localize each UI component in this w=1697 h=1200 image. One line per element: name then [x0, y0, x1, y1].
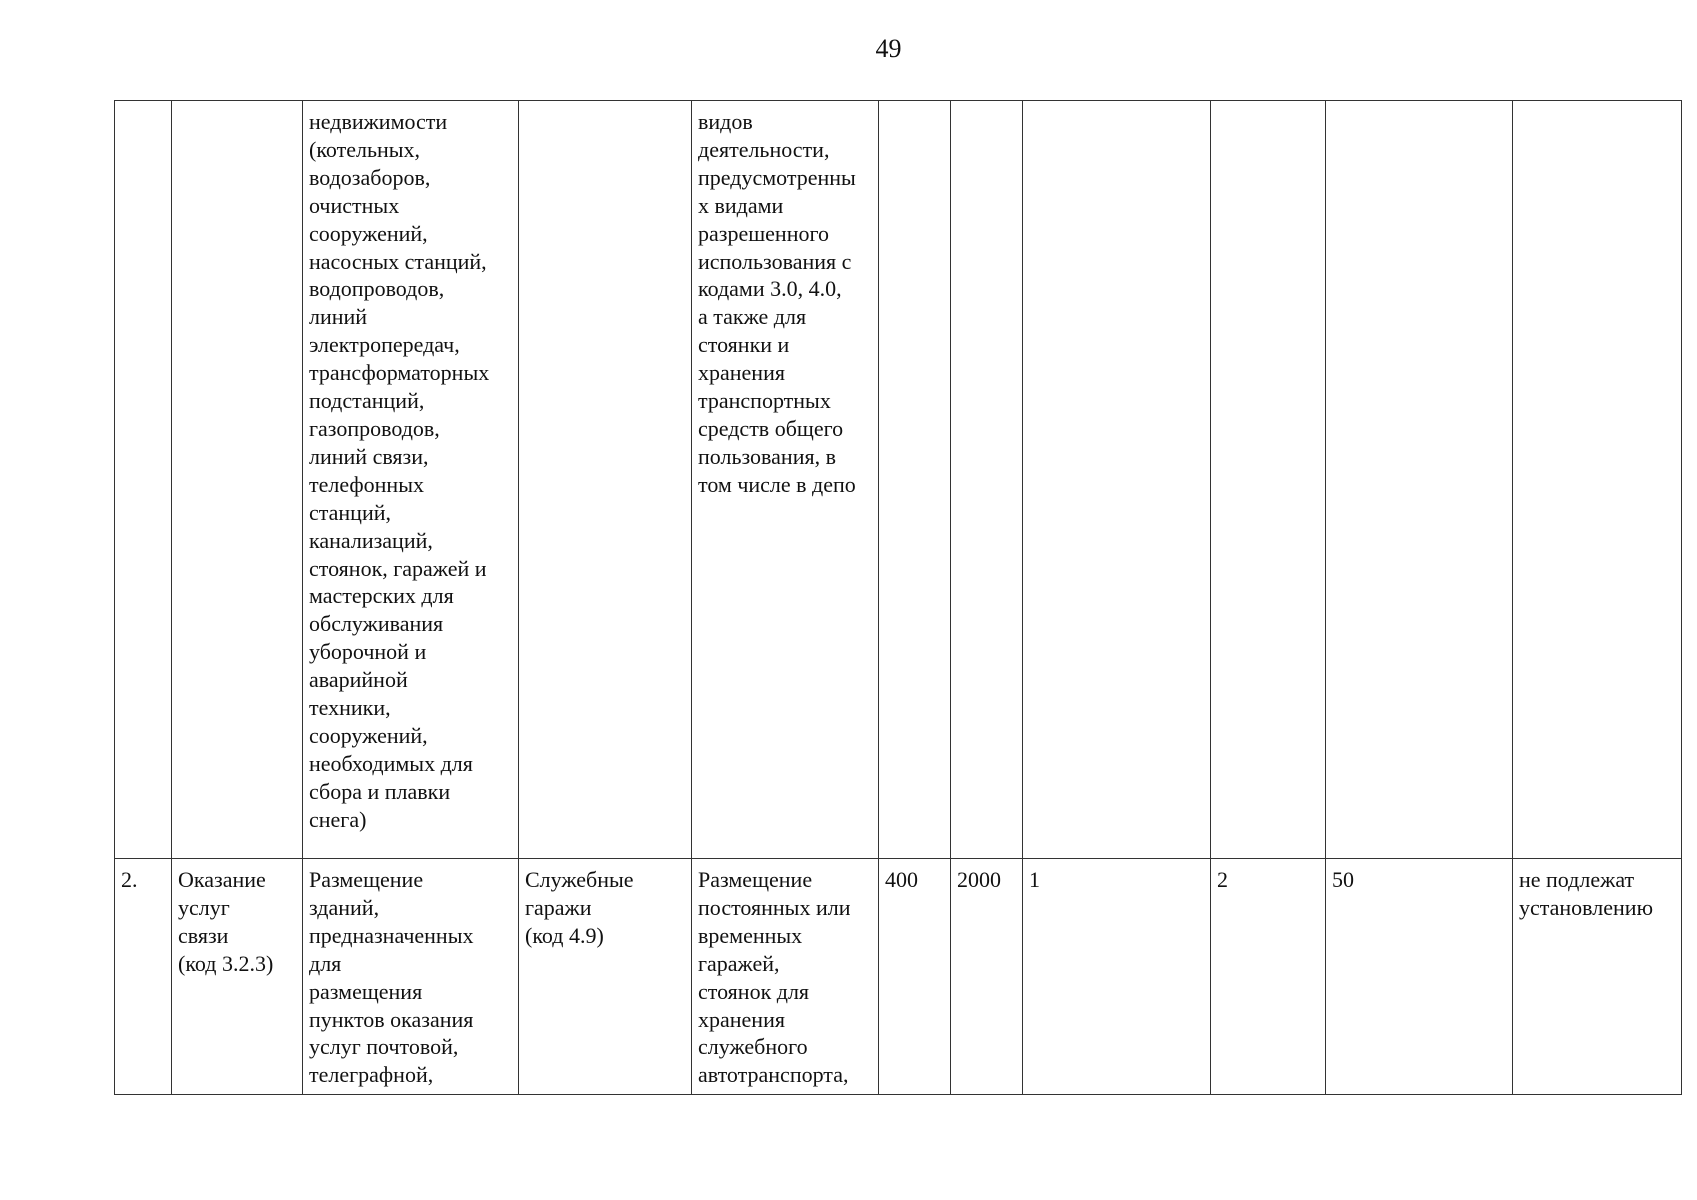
cell-number	[115, 101, 172, 859]
cell-main-use	[172, 101, 303, 859]
cell-max-area: 2000	[951, 859, 1023, 1095]
cell-setback: 1	[1023, 859, 1211, 1095]
table-row	[115, 859, 1682, 1095]
cell-floors: 2	[1211, 859, 1326, 1095]
cell-main-use: Оказание услуг связи (код 3.2.3)	[172, 859, 303, 1095]
cell-min-area	[879, 101, 951, 859]
cell-auxiliary-use-description: видов деятельности, предусмотренны х видами разрешенного использования с кодами 3.0, 4.0, а также для стоянки и хранения транспортных средств общего пользования, в том числе в депо	[692, 101, 879, 859]
cell-number: 2.	[115, 859, 172, 1095]
cell-floors	[1211, 101, 1326, 859]
cell-main-use-description: Размещение зданий, предназначенных для размещения пунктов оказания услуг почтовой, телеграфной,	[303, 859, 519, 1095]
cell-other-parameters: не подлежат установлению	[1513, 859, 1682, 1095]
cell-setback	[1023, 101, 1211, 859]
cell-other-parameters	[1513, 101, 1682, 859]
table-row	[115, 101, 1682, 859]
cell-max-area	[951, 101, 1023, 859]
cell-auxiliary-use: Служебные гаражи (код 4.9)	[519, 859, 692, 1095]
regulations-table	[114, 100, 1682, 1095]
page-number: 49	[875, 34, 902, 63]
cell-min-area: 400	[879, 859, 951, 1095]
cell-auxiliary-use-description: Размещение постоянных или временных гаражей, стоянок для хранения служебного автотранспорта,	[692, 859, 879, 1095]
cell-main-use-description: недвижимости (котельных, водозаборов, очистных сооружений, насосных станций, водопроводов, линий электропередач, трансформаторных подстанций, газопроводов, линий связи, телефонных станций, канализаций, стоянок, гаражей и мастерских для обслуживания уборочной и аварийной техники, сооружений, необходимых для сбора и плавки снега)	[303, 101, 519, 859]
cell-coverage-percent: 50	[1326, 859, 1513, 1095]
cell-auxiliary-use	[519, 101, 692, 859]
cell-coverage-percent	[1326, 101, 1513, 859]
